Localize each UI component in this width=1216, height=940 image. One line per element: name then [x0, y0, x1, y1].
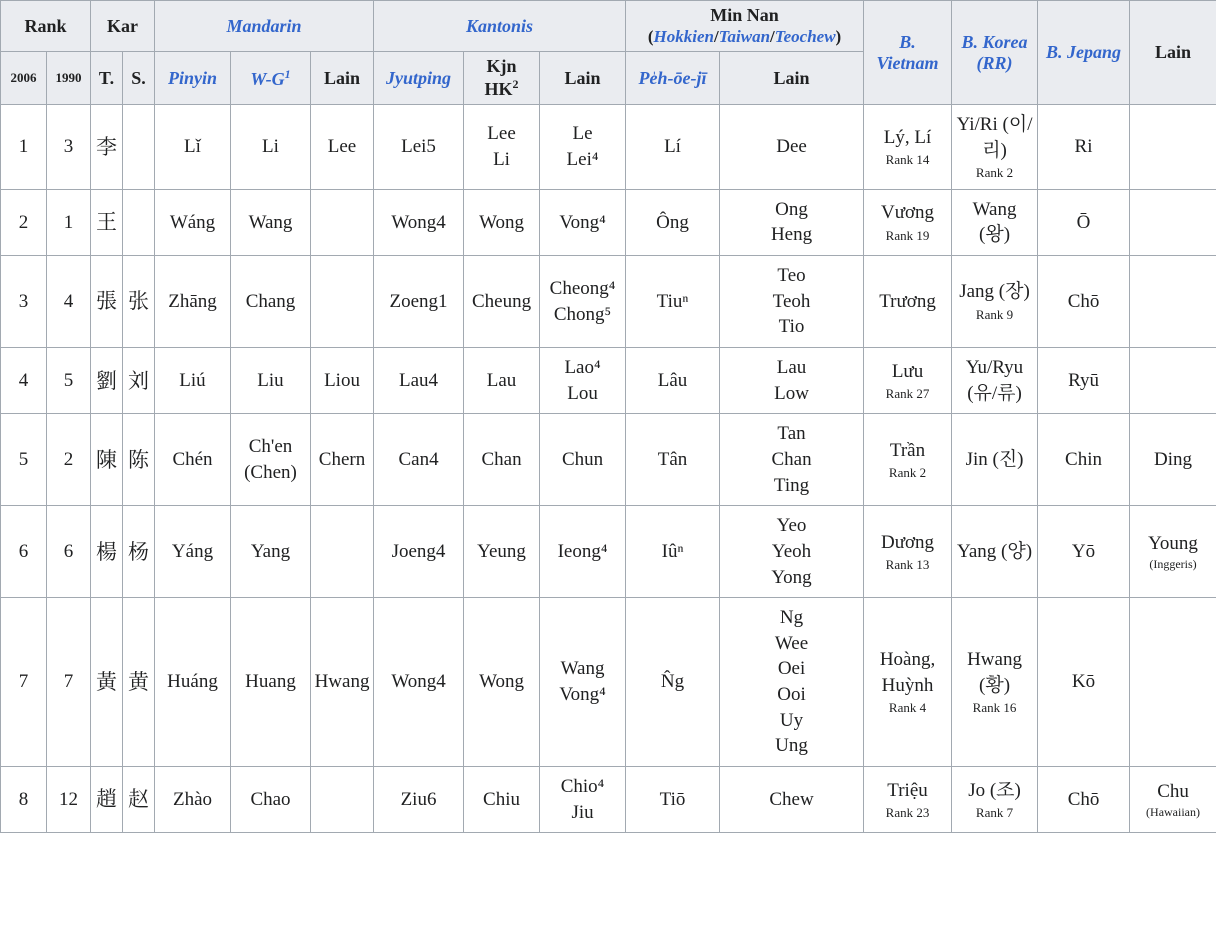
value-line: Dee	[776, 136, 807, 158]
korea-rank-note: Rank 9	[975, 307, 1014, 323]
value-line: Lau	[486, 369, 517, 391]
lain-value	[1130, 506, 1216, 598]
peh-oe-ji-value: Tiō	[626, 767, 720, 833]
surname-traditional: 張	[91, 256, 123, 348]
minnan-lain-value	[720, 256, 864, 348]
kantonis-lain-value	[540, 414, 626, 506]
table-row	[1, 348, 1216, 414]
wade-giles-value	[231, 414, 311, 506]
surname-simplified: 刘	[123, 348, 155, 414]
korea-value	[952, 598, 1038, 767]
mandarin-lain-value	[311, 189, 374, 255]
korea-rank-note: Rank 2	[975, 165, 1014, 181]
rank-1990: 7	[47, 598, 91, 767]
surname-traditional: 王	[91, 189, 123, 255]
jepang-value: Kō	[1038, 598, 1130, 767]
value-main: Ding	[1154, 448, 1193, 470]
value-main: Yu/Ryu (유/류)	[965, 357, 1024, 404]
surname-traditional: 陳	[91, 414, 123, 506]
pinyin-value: Liú	[155, 348, 231, 414]
header-hk-label: HK	[484, 79, 513, 99]
lain-language-note: (Inggeris)	[1149, 557, 1197, 572]
jyutping-value: Wong4	[374, 598, 464, 767]
pinyin-value: Lǐ	[155, 105, 231, 190]
rank-2006: 4	[1, 348, 47, 414]
value-line: Chan	[771, 448, 812, 470]
value-line: Low	[774, 382, 809, 404]
vietnam-rank-note: Rank 2	[888, 465, 927, 481]
value-line: Lao⁴	[564, 357, 601, 379]
vietnam-value	[864, 506, 952, 598]
vietnam-value	[864, 256, 952, 348]
value-line: Chong⁵	[553, 303, 612, 325]
table-row	[1, 414, 1216, 506]
value-line: Ch'en	[248, 436, 293, 458]
pinyin-value: Zhāng	[155, 256, 231, 348]
kjn-hk-value	[464, 414, 540, 506]
surname-traditional: 李	[91, 105, 123, 190]
table-body	[1, 105, 1216, 833]
kjn-hk-value	[464, 105, 540, 190]
lain-value	[1130, 767, 1216, 833]
header-peh-oe-ji[interactable]: Pe̍h-ōe-jī	[626, 52, 720, 105]
value-main: Wang (왕)	[972, 198, 1017, 246]
value-line: Cheong⁴	[549, 277, 616, 299]
peh-oe-ji-value: Tiuⁿ	[626, 256, 720, 348]
table-row	[1, 767, 1216, 833]
peh-oe-ji-value: Lâu	[626, 348, 720, 414]
value-line: Teo	[777, 265, 806, 287]
mandarin-lain-value: Lee	[311, 105, 374, 190]
korea-value	[952, 105, 1038, 190]
value-line: Uy	[779, 709, 804, 731]
rank-1990: 2	[47, 414, 91, 506]
value-main: Dương	[880, 531, 935, 553]
jepang-value: Ō	[1038, 189, 1130, 255]
minnan-lain-value	[720, 767, 864, 833]
value-line: Vong⁴	[559, 211, 606, 233]
korea-value	[952, 506, 1038, 598]
value-main: Triệu	[887, 779, 928, 801]
minnan-lain-value	[720, 506, 864, 598]
header-kantonis[interactable]: Kantonis	[374, 1, 626, 52]
surname-simplified	[123, 189, 155, 255]
peh-oe-ji-value: Iûⁿ	[626, 506, 720, 598]
wade-giles-value: Chang	[231, 256, 311, 348]
paren-open: (	[647, 27, 654, 46]
korea-rank-note: Rank 7	[975, 805, 1014, 821]
jepang-value: Ryū	[1038, 348, 1130, 414]
header-min-nan-title: Min Nan	[710, 5, 779, 25]
value-line: Cheung	[471, 290, 532, 312]
surname-traditional: 楊	[91, 506, 123, 598]
vietnam-value	[864, 767, 952, 833]
header-b-korea[interactable]: B. Korea (RR)	[952, 1, 1038, 105]
header-1990: 1990	[47, 52, 91, 105]
value-line: Lau	[776, 357, 807, 379]
rank-2006: 5	[1, 414, 47, 506]
value-line: Heng	[770, 224, 813, 246]
surname-simplified	[123, 105, 155, 190]
korea-value	[952, 414, 1038, 506]
vietnam-value	[864, 189, 952, 255]
table-row	[1, 598, 1216, 767]
wade-giles-value: Liu	[231, 348, 311, 414]
value-line: Jiu	[571, 801, 594, 823]
kjn-hk-value	[464, 189, 540, 255]
value-main: Lưu	[891, 360, 924, 382]
lain-value	[1130, 348, 1216, 414]
korea-value	[952, 189, 1038, 255]
wade-giles-value: Yang	[231, 506, 311, 598]
rank-2006: 2	[1, 189, 47, 255]
surname-traditional: 趙	[91, 767, 123, 833]
table-row	[1, 189, 1216, 255]
peh-oe-ji-value: Tân	[626, 414, 720, 506]
rank-2006: 6	[1, 506, 47, 598]
vietnam-value	[864, 348, 952, 414]
value-main: Jin (진)	[965, 448, 1024, 470]
lain-value	[1130, 256, 1216, 348]
header-min-nan-subtitle	[648, 27, 841, 46]
vietnam-value	[864, 105, 952, 190]
header-traditional: T.	[91, 52, 123, 105]
value-line: Wong	[479, 671, 524, 693]
rank-2006: 1	[1, 105, 47, 190]
jyutping-value: Wong4	[374, 189, 464, 255]
lain-value	[1130, 105, 1216, 190]
kantonis-lain-value	[540, 767, 626, 833]
jyutping-value: Zoeng1	[374, 256, 464, 348]
header-b-jepang[interactable]: B. Jepang	[1038, 1, 1130, 105]
value-line: Yong	[771, 566, 812, 588]
paren-close: )	[835, 27, 842, 46]
rank-2006: 8	[1, 767, 47, 833]
value-line: Lei⁴	[566, 148, 599, 170]
vietnam-value	[864, 598, 952, 767]
value-line: Chun	[561, 448, 604, 470]
table-row	[1, 506, 1216, 598]
mandarin-lain-value: Hwang	[311, 598, 374, 767]
value-main: Vương	[880, 202, 935, 224]
value-line: Ng	[779, 607, 804, 629]
link-teochew[interactable]: Teochew	[774, 27, 836, 46]
kantonis-lain-value	[540, 598, 626, 767]
lain-value	[1130, 414, 1216, 506]
mandarin-lain-value: Chern	[311, 414, 374, 506]
value-main: Jo (조)	[968, 779, 1021, 801]
value-main: Trần	[889, 439, 926, 461]
header-mandarin[interactable]: Mandarin	[155, 1, 374, 52]
vietnam-rank-note: Rank 14	[885, 152, 930, 168]
rank-1990: 1	[47, 189, 91, 255]
header-lain: Lain	[1130, 1, 1216, 105]
rank-2006: 3	[1, 256, 47, 348]
wade-giles-value: Wang	[231, 189, 311, 255]
mandarin-lain-value	[311, 256, 374, 348]
value-line: Tio	[778, 316, 805, 338]
kjn-hk-value	[464, 506, 540, 598]
value-line: Lou	[567, 382, 598, 404]
table-row	[1, 256, 1216, 348]
jepang-value: Chin	[1038, 414, 1130, 506]
wade-giles-value: Li	[231, 105, 311, 190]
korea-value	[952, 256, 1038, 348]
mandarin-lain-value	[311, 506, 374, 598]
jepang-value: Chō	[1038, 767, 1130, 833]
header-kantonis-lain: Lain	[540, 52, 626, 105]
value-line: Yeo	[776, 515, 807, 537]
header-rank: Rank	[1, 1, 91, 52]
sep-1: /	[713, 27, 719, 46]
header-wade-giles[interactable]	[231, 52, 311, 105]
surname-simplified: 陈	[123, 414, 155, 506]
minnan-lain-value	[720, 598, 864, 767]
header-b-vietnam[interactable]: B. Vietnam	[864, 1, 952, 105]
value-line: Tan	[777, 423, 806, 445]
kantonis-lain-value	[540, 105, 626, 190]
header-jyutping[interactable]: Jyutping	[374, 52, 464, 105]
surname-simplified: 黄	[123, 598, 155, 767]
lain-value	[1130, 598, 1216, 767]
value-main: Chu	[1157, 780, 1189, 802]
value-line: Wee	[774, 632, 809, 654]
value-main: Jang (장)	[959, 281, 1030, 303]
link-hokkien[interactable]: Hokkien	[653, 27, 714, 46]
vietnam-rank-note: Rank 19	[885, 228, 930, 244]
value-line: Le	[572, 123, 593, 145]
minnan-lain-value	[720, 414, 864, 506]
kantonis-lain-value	[540, 189, 626, 255]
value-line: Yeoh	[771, 540, 812, 562]
value-line: Wong	[479, 211, 524, 233]
header-simplified: S.	[123, 52, 155, 105]
value-line: Wang	[560, 658, 605, 680]
pinyin-value: Wáng	[155, 189, 231, 255]
value-line: Oei	[777, 658, 806, 680]
jepang-value: Ri	[1038, 105, 1130, 190]
kantonis-lain-value	[540, 506, 626, 598]
surname-traditional: 劉	[91, 348, 123, 414]
header-kjn-hk	[464, 52, 540, 105]
surname-simplified: 赵	[123, 767, 155, 833]
value-line: Li	[493, 148, 510, 170]
kjn-hk-value	[464, 256, 540, 348]
rank-2006: 7	[1, 598, 47, 767]
header-minnan-lain: Lain	[720, 52, 864, 105]
value-main: Young	[1148, 532, 1198, 554]
vietnam-rank-note: Rank 13	[885, 557, 930, 573]
value-main: Hwang (황)	[967, 649, 1022, 696]
value-line: Chio⁴	[560, 776, 605, 797]
value-line: Yeung	[477, 540, 526, 562]
pinyin-value: Yáng	[155, 506, 231, 598]
value-main: Hoàng, Huỳnh	[879, 649, 936, 696]
rank-1990: 6	[47, 506, 91, 598]
value-line: Chan	[481, 448, 522, 470]
korea-rank-note: Rank 16	[972, 700, 1017, 716]
value-main: Yi/Ri (이/리)	[956, 114, 1033, 161]
value-line: Lee	[487, 123, 516, 145]
jyutping-value: Lei5	[374, 105, 464, 190]
kantonis-lain-value	[540, 256, 626, 348]
value-line: Ting	[773, 474, 810, 496]
vietnam-rank-note: Rank 23	[885, 805, 930, 821]
value-main: Lý, Lí	[883, 126, 932, 148]
vietnam-rank-note: Rank 4	[888, 700, 927, 716]
lain-value	[1130, 189, 1216, 255]
header-mandarin-lain: Lain	[311, 52, 374, 105]
pinyin-value: Zhào	[155, 767, 231, 833]
peh-oe-ji-value: Ông	[626, 189, 720, 255]
table-row	[1, 105, 1216, 190]
minnan-lain-value	[720, 105, 864, 190]
header-row-top	[1, 1, 1216, 52]
value-line: Ung	[775, 735, 808, 757]
surname-simplified: 杨	[123, 506, 155, 598]
kjn-hk-value	[464, 598, 540, 767]
value-line: Teoh	[772, 290, 811, 312]
vietnam-rank-note: Rank 27	[885, 386, 930, 402]
rank-1990: 12	[47, 767, 91, 833]
header-wade-giles-label: W-G	[250, 68, 285, 89]
header-hk-footnote: 2	[512, 77, 519, 91]
jyutping-value: Joeng4	[374, 506, 464, 598]
header-kar: Kar	[91, 1, 155, 52]
wade-giles-value: Chao	[231, 767, 311, 833]
rank-1990: 3	[47, 105, 91, 190]
kantonis-lain-value	[540, 348, 626, 414]
header-kjn-label: Kjn	[486, 56, 517, 76]
header-wade-giles-footnote: 1	[284, 66, 291, 81]
value-main: Trương	[879, 290, 936, 312]
link-taiwan[interactable]: Taiwan	[718, 27, 771, 46]
minnan-lain-value	[720, 348, 864, 414]
value-line: Ieong⁴	[557, 540, 608, 562]
header-pinyin[interactable]: Pinyin	[155, 52, 231, 105]
value-line: Chiu	[483, 788, 520, 810]
surname-simplified: 张	[123, 256, 155, 348]
wade-giles-value: Huang	[231, 598, 311, 767]
rank-1990: 5	[47, 348, 91, 414]
value-line: Vong⁴	[559, 684, 606, 706]
peh-oe-ji-value: Lí	[626, 105, 720, 190]
value-line: Chew	[769, 788, 814, 810]
sep-2: /	[770, 27, 775, 46]
korea-value	[952, 767, 1038, 833]
pinyin-value: Huáng	[155, 598, 231, 767]
mandarin-lain-value: Liou	[311, 348, 374, 414]
jyutping-value: Can4	[374, 414, 464, 506]
peh-oe-ji-value: N̂g	[626, 598, 720, 767]
jepang-value: Chō	[1038, 256, 1130, 348]
minnan-lain-value	[720, 189, 864, 255]
surname-traditional: 黃	[91, 598, 123, 767]
pinyin-value: Chén	[155, 414, 231, 506]
vietnam-value	[864, 414, 952, 506]
value-line: (Chen)	[244, 461, 297, 483]
table-header	[1, 1, 1216, 105]
rank-1990: 4	[47, 256, 91, 348]
header-min-nan	[626, 1, 864, 52]
jepang-value: Yō	[1038, 506, 1130, 598]
mandarin-lain-value	[311, 767, 374, 833]
value-line: Ong	[775, 198, 808, 220]
korea-value	[952, 348, 1038, 414]
value-main: Yang (양)	[957, 540, 1033, 562]
jyutping-value: Lau4	[374, 348, 464, 414]
header-2006: 2006	[1, 52, 47, 105]
lain-language-note: (Hawaiian)	[1146, 805, 1201, 820]
jyutping-value: Ziu6	[374, 767, 464, 833]
kjn-hk-value	[464, 348, 540, 414]
value-line: Ooi	[777, 684, 806, 706]
kjn-hk-value	[464, 767, 540, 833]
